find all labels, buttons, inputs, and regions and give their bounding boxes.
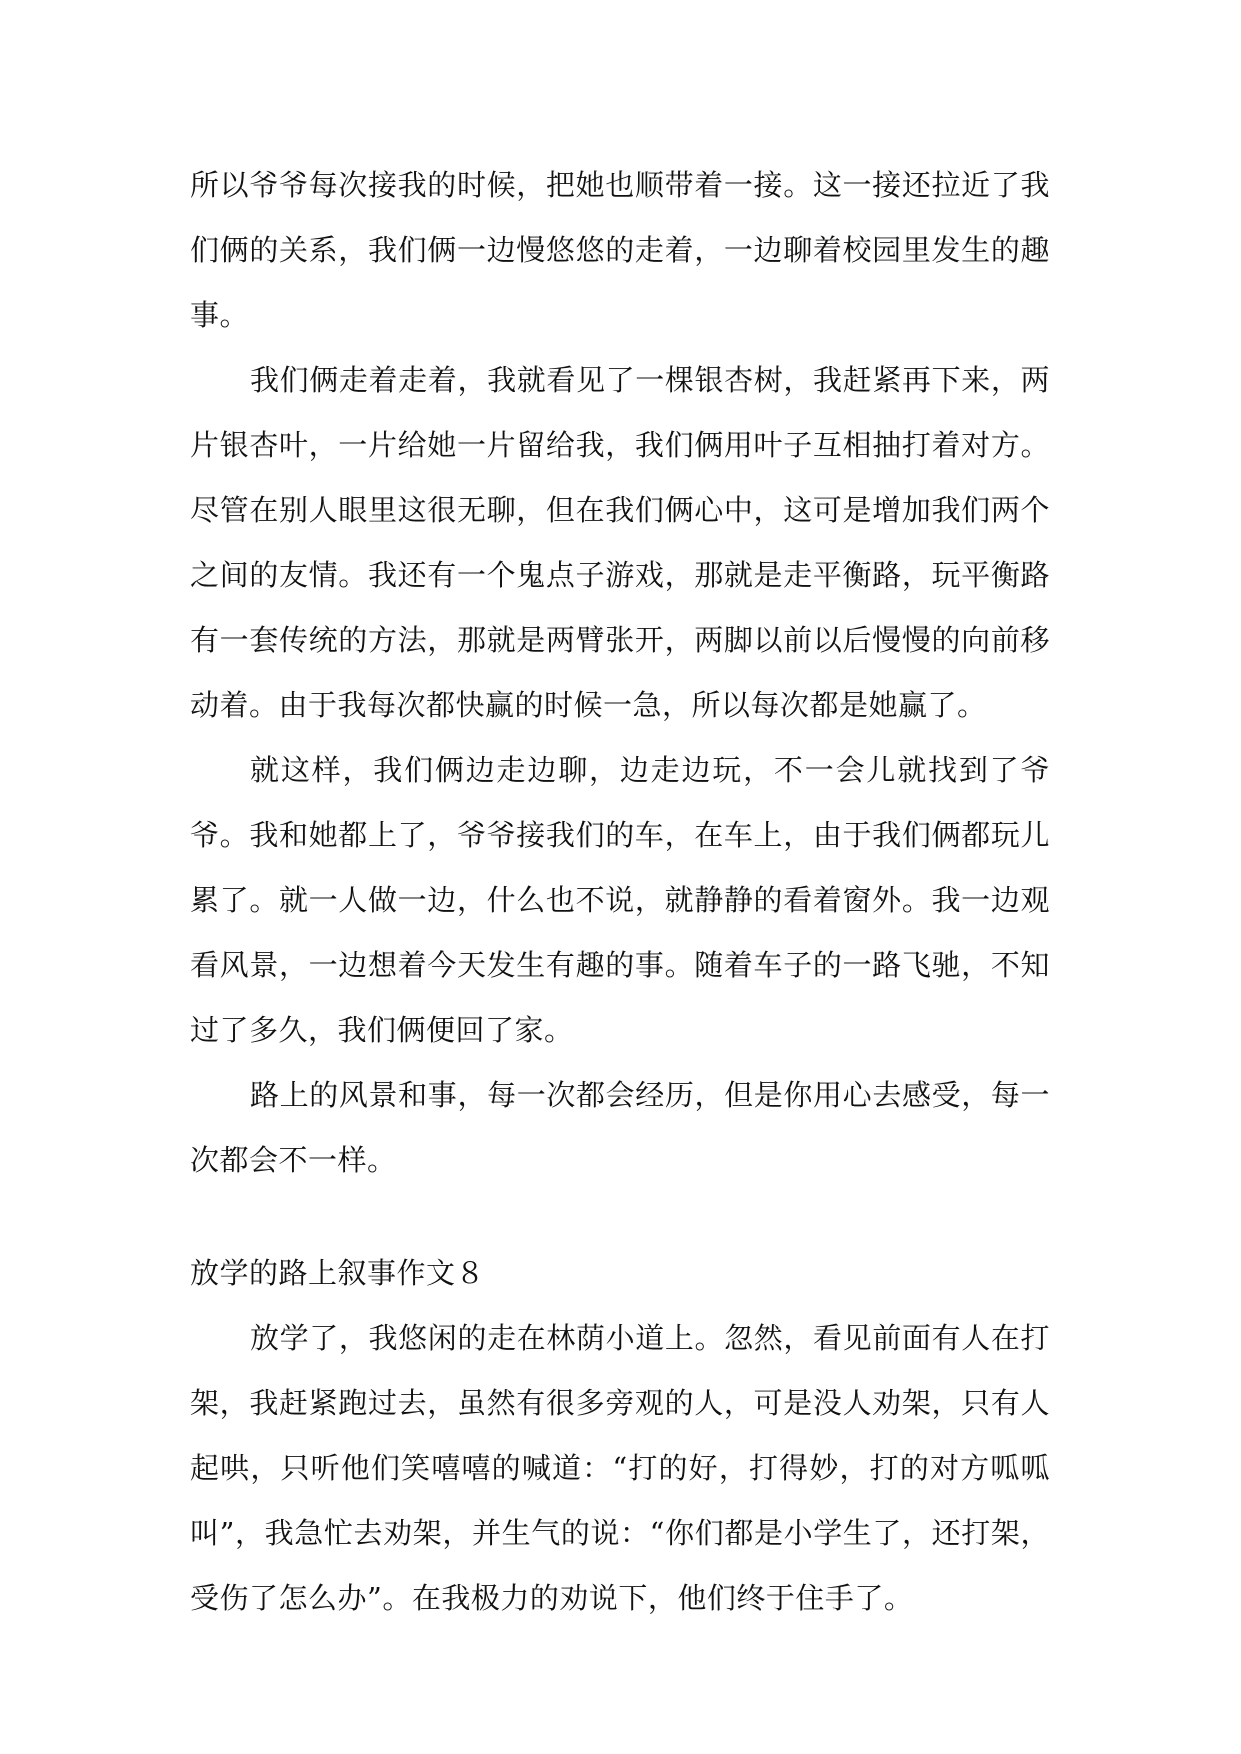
paragraph-5: 放学了，我悠闲的走在林荫小道上。忽然，看见前面有人在打架，我赶紧跑过去，虽然有很多旁观的人，可是没人劝架，只有人起哄，只听他们笑嘻嘻的喊道：“打的好，打得妙，打的对方呱呱叫”，我急忙去劝架，并生气的说：“你们都是小学生了，还打架，受伤了怎么办”。在我极力的劝说下，他们终于住手了。 [190,1321,1050,1615]
section-heading: 放学的路上叙事作文８ [190,1256,486,1290]
paragraph-4: 路上的风景和事，每一次都会经历，但是你用心去感受，每一次都会不一样。 [190,1078,1050,1177]
paragraph-3: 就这样，我们俩边走边聊，边走边玩，不一会儿就找到了爷爷。我和她都上了，爷爷接我们的车，在车上，由于我们俩都玩儿累了。就一人做一边，什么也不说，就静静的看着窗外。我一边观看风景，一边想着今天发生有趣的事。随着车子的一路飞驰，不知过了多久，我们俩便回了家。 [190,753,1050,1047]
paragraph-1: 所以爷爷每次接我的时候，把她也顺带着一接。这一接还拉近了我们俩的关系，我们俩一边慢悠悠的走着，一边聊着校园里发生的趣事。 [190,168,1050,332]
paragraph-2: 我们俩走着走着，我就看见了一棵银杏树，我赶紧再下来，两片银杏叶，一片给她一片留给我，我们俩用叶子互相抽打着对方。尽管在别人眼里这很无聊，但在我们俩心中，这可是增加我们两个之间的友情。我还有一个鬼点子游戏，那就是走平衡路，玩平衡路有一套传统的方法，那就是两臂张开，两脚以前以后慢慢的向前移动着。由于我每次都快赢的时候一急，所以每次都是她赢了。 [190,363,1050,722]
document-body [190,153,1050,1631]
section-spacer [190,1193,1050,1241]
